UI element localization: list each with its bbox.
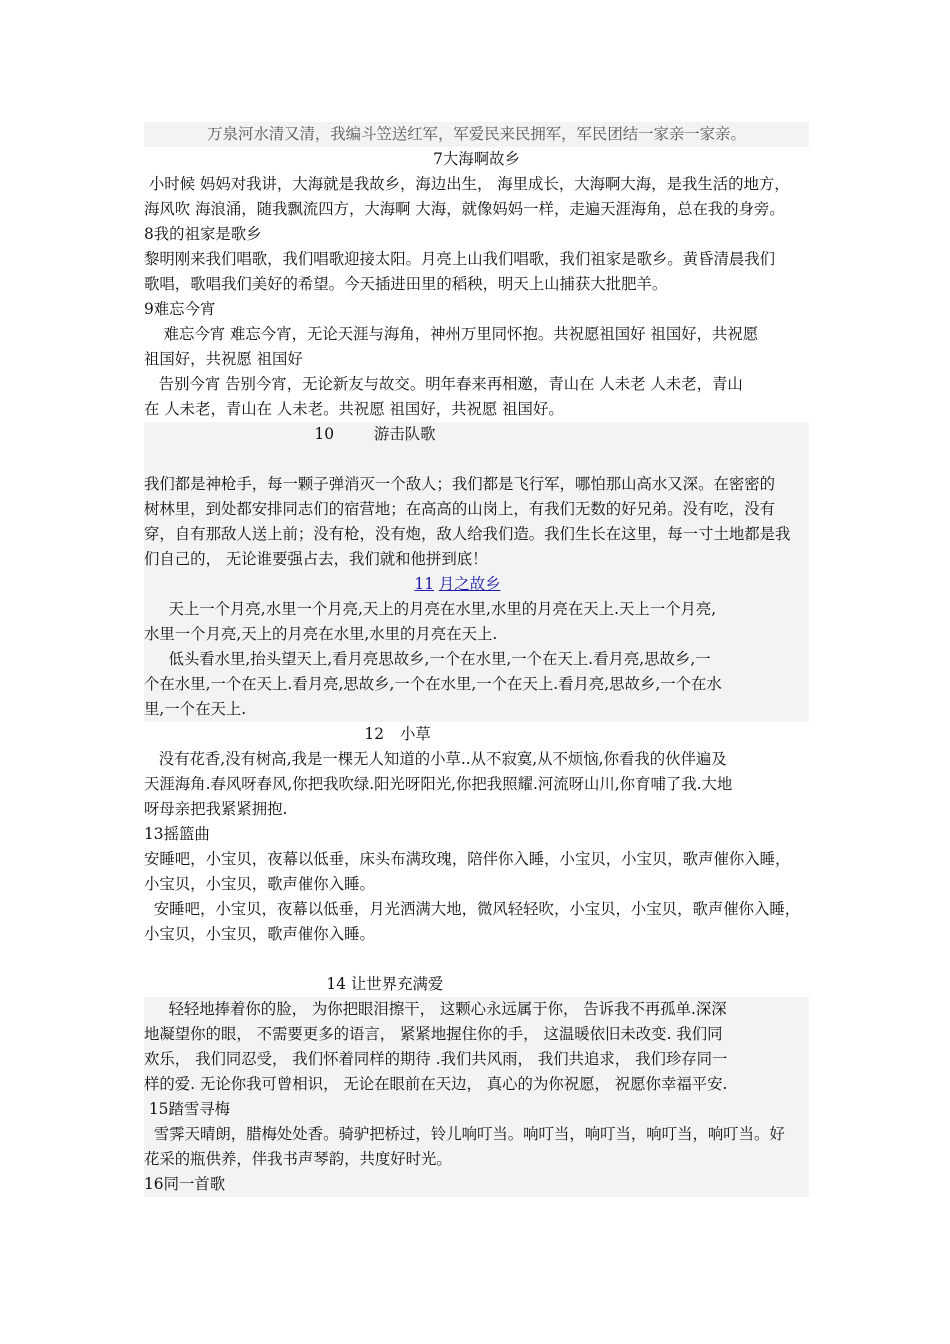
- section-9-title: 9难忘今宵: [144, 300, 216, 318]
- section-14-lyric-line: 样的爱. 无论你我可曾相识， 无论在眼前在天边， 真心的为你祝愿， 祝愿你幸福平安.: [144, 1072, 809, 1097]
- section-12-number: 12: [364, 725, 384, 743]
- section-9-lyric-line: 在 人未老，青山在 人未老。共祝愿 祖国好，共祝愿 祖国好。: [144, 400, 564, 418]
- section-10-number: 10: [314, 425, 334, 443]
- section-9-lyric-line: 告别今宵 告别今宵，无论新友与故交。明年春来再相邀，青山在 人未老 人未老，青山: [144, 375, 743, 393]
- section-9-lyric-line: 难忘今宵 难忘今宵，无论天涯与海角，神州万里同怀抱。共祝愿祖国好 祖国好，共祝愿: [144, 325, 759, 343]
- blank-line: [144, 447, 809, 472]
- section-8-title: 8我的祖家是歌乡: [144, 225, 262, 243]
- section-14-lyric-line: 欢乐， 我们同忍受， 我们怀着同样的期待 .我们共风雨， 我们共追求， 我们珍存同一: [144, 1047, 809, 1072]
- section-9-lyric-line: 祖国好，共祝愿 祖国好: [144, 350, 303, 368]
- section-10-lyric-line: 穿，自有那敌人送上前；没有枪，没有炮，敌人给我们造。我们生长在这里，每一寸土地都是我: [144, 522, 809, 547]
- section-13-title: 13摇篮曲: [144, 825, 210, 843]
- section-14-title: [144, 972, 809, 997]
- section-12-title: [144, 722, 809, 747]
- section-10-name: 游击队歌: [374, 425, 436, 443]
- section-12-lyric-line: 没有花香,没有树高,我是一棵无人知道的小草..从不寂寞,从不烦恼,你看我的伙伴遍及: [144, 750, 727, 768]
- section-14-lyric-line: 地凝望你的眼， 不需要更多的语言， 紧紧地握住你的手， 这温暖依旧未改变. 我们同: [144, 1022, 809, 1047]
- section-14-number: 14: [326, 975, 346, 993]
- section-13-lyric-line: 安睡吧，小宝贝，夜幕以低垂，月光洒满大地，微风轻轻吹，小宝贝，小宝贝，歌声催你入睡，: [144, 900, 801, 918]
- section-7-lyric-line: 海风吹 海浪涌，随我飘流四方，大海啊 大海，就像妈妈一样，走遍天涯海角，总在我的身旁。: [144, 200, 785, 218]
- section-10-lyric-line: 树林里，到处都安排同志们的宿营地；在高高的山岗上，有我们无数的好兄弟。没有吃，没有: [144, 497, 809, 522]
- section-7-title: 7大海啊故乡: [433, 150, 520, 168]
- section-15-lyric-line: 花采的瓶供养，伴我书声琴韵，共度好时光。: [144, 1147, 809, 1172]
- section-6-lyric-tail: 万泉河水清又清，我编斗笠送红军，军爱民来民拥军，军民团结一家亲一家亲。: [144, 122, 809, 147]
- section-13-lyric-line: 小宝贝，小宝贝，歌声催你入睡。: [144, 925, 375, 943]
- section-8-lyric-line: 歌唱，歌唱我们美好的希望。今天插进田里的稻秧，明天上山捕获大批肥羊。: [144, 275, 668, 293]
- section-10-lyric-line: 我们都是神枪手，每一颗子弹消灭一个敌人；我们都是飞行军，哪怕那山高水又深。在密密的: [144, 472, 809, 497]
- section-11-lyric-line: 个在水里,一个在天上.看月亮,思故乡,一个在水里,一个在天上.看月亮,思故乡,一个在水: [144, 672, 809, 697]
- section-14-name: 让世界充满爱: [350, 975, 444, 993]
- section-11-name-link[interactable]: 月之故乡: [438, 575, 501, 593]
- section-11-lyric-line: 天上一个月亮,水里一个月亮,天上的月亮在水里,水里的月亮在天上.天上一个月亮,: [144, 597, 809, 622]
- section-8-lyric-line: 黎明刚来我们唱歌，我们唱歌迎接太阳。月亮上山我们唱歌，我们祖家是歌乡。黄昏清晨我们: [144, 250, 776, 268]
- section-11-title[interactable]: [144, 572, 809, 597]
- section-11-number-link[interactable]: 11: [414, 575, 434, 593]
- section-10-lyric-line: 们自己的， 无论谁要强占去，我们就和他拼到底！: [144, 547, 809, 572]
- document-page: [144, 122, 809, 1197]
- section-12-lyric-line: 天涯海角.春风呀春风,你把我吹绿.阳光呀阳光,你把我照耀.河流呀山川,你育哺了我.大地: [144, 775, 733, 793]
- section-12-lyric-line: 呀母亲把我紧紧拥抱.: [144, 800, 288, 818]
- section-7-lyric-line: 小时候 妈妈对我讲，大海就是我故乡，海边出生， 海里成长，大海啊大海，是我生活的地方，: [144, 175, 790, 193]
- blank-line: [144, 947, 809, 972]
- section-15-lyric-line: 雪霁天晴朗，腊梅处处香。骑驴把桥过，铃儿响叮当。响叮当，响叮当，响叮当，响叮当。好: [144, 1122, 809, 1147]
- section-11-lyric-line: 水里一个月亮,天上的月亮在水里,水里的月亮在天上.: [144, 622, 809, 647]
- section-11-lyric-line: 里,一个在天上.: [144, 697, 809, 722]
- section-10-title: [144, 422, 809, 447]
- section-15-title: 15踏雪寻梅: [144, 1097, 809, 1122]
- section-12-name: 小草: [400, 725, 431, 743]
- section-13-lyric-line: 小宝贝，小宝贝，歌声催你入睡。: [144, 875, 375, 893]
- section-13-lyric-line: 安睡吧，小宝贝，夜幕以低垂，床头布满玫瑰，陪伴你入睡，小宝贝，小宝贝，歌声催你入睡，: [144, 850, 791, 868]
- section-16-title: 16同一首歌: [144, 1172, 809, 1197]
- section-11-lyric-line: 低头看水里,抬头望天上,看月亮思故乡,一个在水里,一个在天上.看月亮,思故乡,一: [144, 647, 809, 672]
- section-14-lyric-line: 轻轻地捧着你的脸， 为你把眼泪擦干， 这颗心永远属于你， 告诉我不再孤单.深深: [144, 997, 809, 1022]
